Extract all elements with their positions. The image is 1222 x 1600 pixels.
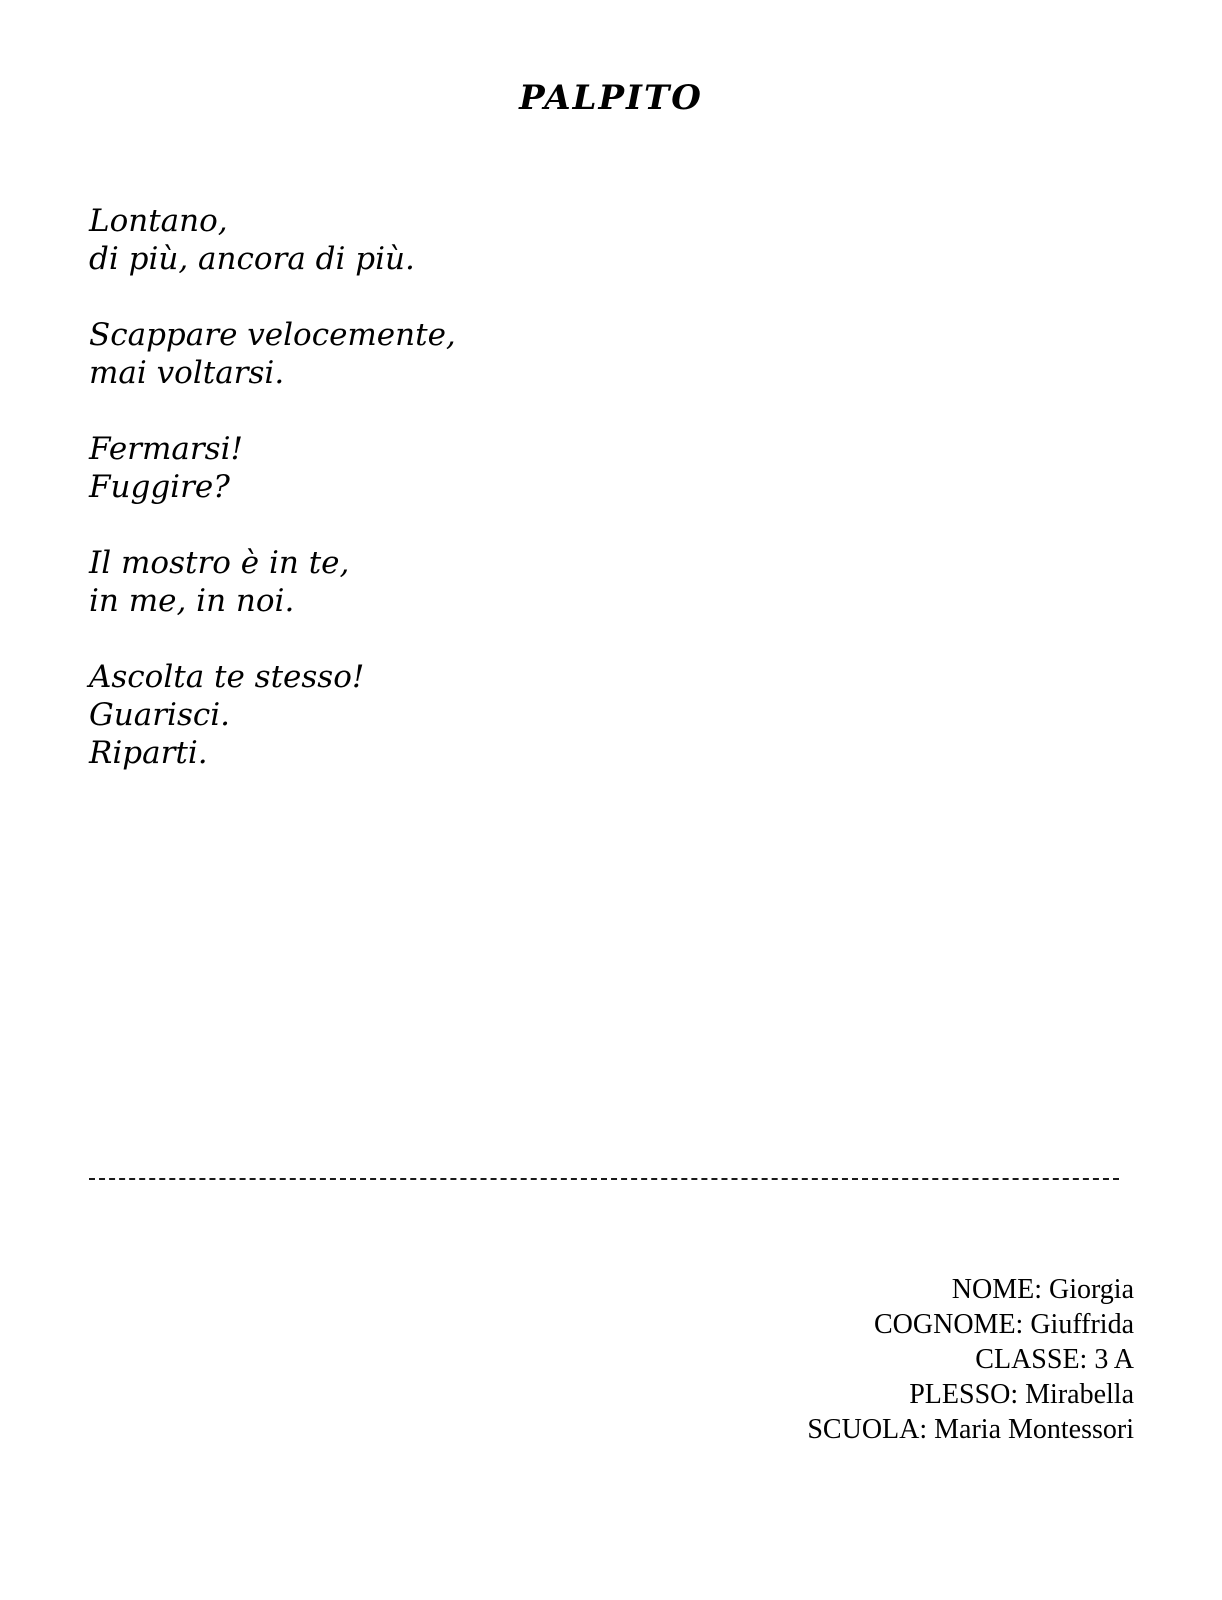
author-school: SCUOLA: Maria Montessori bbox=[807, 1414, 1134, 1445]
stanza-1 bbox=[89, 202, 789, 278]
stanza-5 bbox=[89, 658, 789, 772]
poem-line: Fuggire? bbox=[89, 469, 230, 505]
dashed-divider bbox=[89, 1178, 1119, 1180]
poem-line: Guarisci. bbox=[89, 697, 230, 733]
poem-line: mai voltarsi. bbox=[89, 355, 285, 391]
poem-line: Riparti. bbox=[89, 735, 208, 771]
stanza-4 bbox=[89, 544, 789, 620]
poem-line: di più, ancora di più. bbox=[89, 241, 415, 277]
poem-line: Lontano, bbox=[89, 203, 228, 239]
poem-line: Fermarsi! bbox=[89, 431, 243, 467]
stanza-2 bbox=[89, 316, 789, 392]
poem-body bbox=[89, 202, 789, 810]
poem-title: PALPITO bbox=[519, 78, 703, 118]
author-surname: COGNOME: Giuffrida bbox=[873, 1309, 1134, 1340]
author-class: CLASSE: 3 A bbox=[975, 1344, 1134, 1375]
poem-line: in me, in noi. bbox=[89, 583, 295, 619]
author-name: NOME: Giorgia bbox=[951, 1274, 1134, 1305]
author-campus: PLESSO: Mirabella bbox=[909, 1379, 1134, 1410]
stanza-3 bbox=[89, 430, 789, 506]
poem-line: Il mostro è in te, bbox=[89, 545, 350, 581]
poem-line: Ascolta te stesso! bbox=[89, 659, 365, 695]
author-info bbox=[807, 1272, 1134, 1447]
poem-line: Scappare velocemente, bbox=[89, 317, 456, 353]
